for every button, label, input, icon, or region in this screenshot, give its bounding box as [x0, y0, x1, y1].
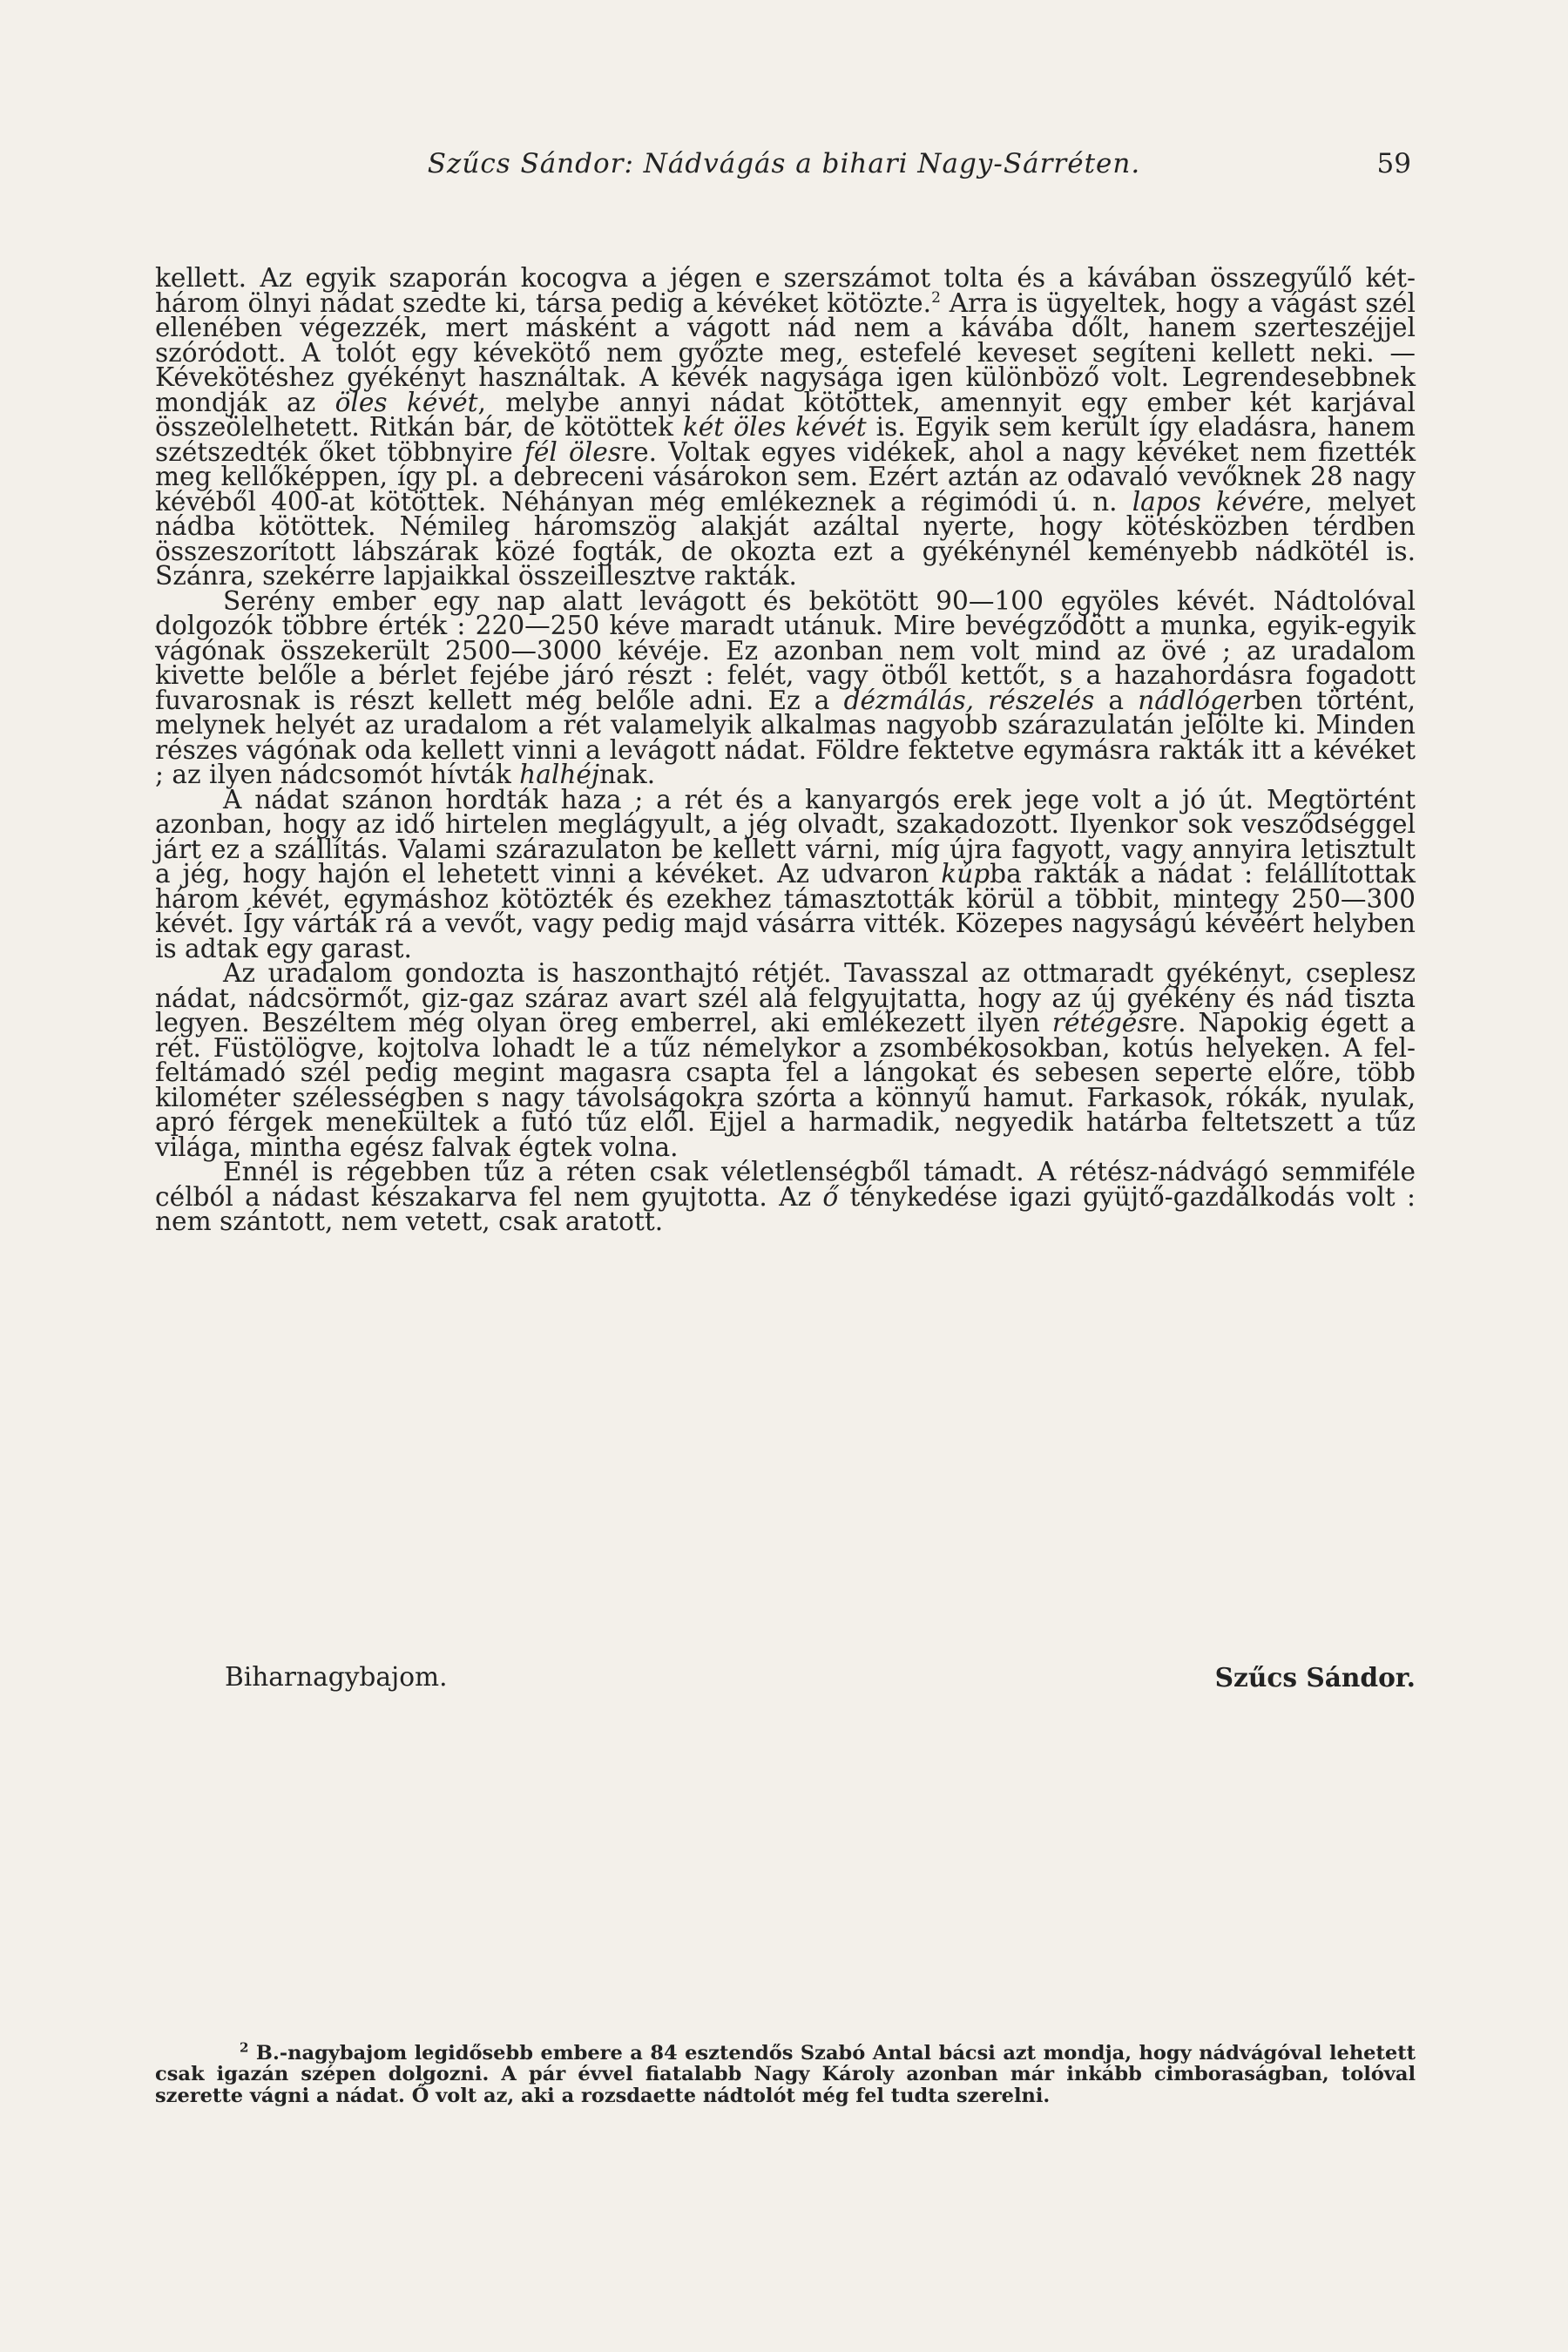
paragraph: Ennél is régebben tűz a réten csak véletlenségből támadt. A rétész-nádvágó semmiféle célból a nádast készakarva fel nem gyujtotta. Az ő ténykedése igazi gyüjtő-gazdálkodás volt : nem szántott, nem vetett, csak aratott.	[155, 1157, 1416, 1236]
body-text	[155, 263, 1416, 1236]
footnote-text	[155, 2039, 1416, 2107]
footnote	[155, 2039, 1416, 2107]
emphasized-term: ő	[822, 1181, 839, 1212]
paragraph: A nádat szánon hordták haza ; a rét és a kanyargós erek jege volt a jó út. Megtörtént azonban, hogy az idő hirtelen meglágyult, a jég olvadt, szakadozott. Ilyenkor sok vesződséggel járt ez a szállítás. Valami szárazulaton be kellett várni, míg újra fagyott, vagy annyira letisztult a jég, hogy hajón el lehetett vinni a kévéket. Az udvaron kúpba rakták a nádat : felállítottak három kévét, egymáshoz kötözték és ezekhez támasztották körül a többit, mintegy 250—300 kévét. Így várták rá a vevőt, vagy pedig majd vásárra vitték. Közepes nagyságú kévéért helyben is adtak egy garast.	[155, 784, 1416, 963]
emphasized-term: nádlóger	[1138, 685, 1254, 715]
footnote-marker: 2	[240, 2039, 249, 2056]
paragraph: kellett. Az egyik szaporán kocogva a jégen e szerszámot tolta és a kávában összegyűlő két-három ölnyi nádat szedte ki, társa pedig a kévéket kötözte.$^2$ Arra is ügyeltek, hogy a vágást szél ellenében végezzék, mert másként a vágott nád nem a kávába dőlt, hanem szerteszéjjel szóródott. A tolót egy kévekötő nem győzte meg, estefelé keveset segíteni kellett neki. — Kévekötéshez gyékényt használtak. A kévék nagysága igen különböző volt. Legrendesebbnek mondják az öles kévét, melybe annyi nádat kötöttek, amennyit egy ember két karjával összeölelhetett. Ritkán bár, de kötöttek két öles kévét is. Egyik sem került így eladásra, hanem szétszedték őket többnyire fél ölesre. Voltak egyes vidékek, ahol a nagy kévéket nem fizették meg kellőképpen, így pl. a debreceni vásárokon sem. Ezért aztán az odavaló vevőknek 28 nagy kévéből 400-at kötöttek. Néhányan még emlékeznek a régimódi ú. n. lapos kévére, melyet nádba kötöttek. Némileg háromszög alakját azáltal nyerte, hogy kötésközben térdben összeszorított lábszárak közé fogták, de okozta ezt a gyékénynél keményebb nádkötél is. Szánra, szekérre lapjaikkal összeillesztve rakták.	[155, 263, 1416, 591]
emphasized-term: lapos kévé	[1132, 486, 1277, 517]
footnote-reference: 2	[931, 288, 941, 307]
signature-place: Biharnagybajom.	[225, 1662, 448, 1692]
page-number: 59	[1376, 148, 1411, 179]
emphasized-term: öles kévét	[335, 387, 478, 417]
emphasized-term: két öles kévét	[682, 412, 867, 442]
paragraph: Serény ember egy nap alatt levágott és bekötött 90—100 egyöles kévét. Nádtolóval dolgozók többre érték : 220—250 kéve maradt utánuk. Mire bevégződött a munka, egyik-egyik vágónak összekerült 2500—3000 kévéje. Ez azonban nem volt mind az övé ; az uradalom kivette belőle a bérlet fejébe járó részt : felét, vagy ötből kettőt, s a hazahordásra fogadott fuvarosnak is részt kellett még belőle adni. Ez a dézmálás, részelés a nádlógerben történt, melynek helyét az uradalom a rét valamelyik alkalmas nagyobb szárazulatán jelölte ki. Minden részes vágónak oda kellett vinni a levágott nádat. Földre fektetve egymásra rakták itt a kévéket ; az ilyen nádcsomót hívták halhéjnak.	[155, 585, 1416, 789]
running-head	[157, 148, 1411, 192]
emphasized-term: fél öles	[524, 436, 622, 467]
emphasized-term: halhéj	[519, 760, 600, 789]
emphasized-term: dézmálás, részelés	[843, 685, 1095, 715]
footnote-body: B.-nagybajom legidősebb embere a 84 esztendős Szabó Antal bácsi azt mondja, hogy nádvágóval lehetett csak igazán szépen dolgozni. A pár évvel fiatalabb Nagy Károly azonban már inkább cimboraságban, tolóval szerette vágni a nádat. Ő volt az, aki a rozsdaette nádtolót még fel tudta szerelni.	[155, 2042, 1416, 2107]
signature-author: Szűcs Sándor.	[1214, 1662, 1416, 1693]
emphasized-term: kúp	[941, 859, 990, 889]
emphasized-term: rétégés	[1051, 1008, 1151, 1037]
signature-line	[225, 1662, 1416, 1697]
running-title: Szűcs Sándor: Nádvágás a bihari Nagy-Sárréten.	[427, 148, 1141, 179]
paragraph: Az uradalom gondozta is haszonthajtó rétjét. Tavasszal az ottmaradt gyékényt, cseplesz nádat, nádcsörmőt, giz-gaz száraz avart szél alá felgyujtatta, hogy az új gyékény és nád tiszta legyen. Beszéltem még olyan öreg emberrel, aki emlékezett ilyen rétégésre. Napokig égett a rét. Füstölögve, kojtolva lohadt le a tűz némelykor a zsombékosokban, kotús helyeken. A fel-feltámadó szél pedig megint magasra csapta fel a lángokat és sebesen seperte előre, több kilométer szélességben s nagy távolságokra szórta a könnyű hamut. Farkasok, rókák, nyulak, apró férgek menekültek a futó tűz elől. Éjjel a harmadik, negyedik határba feltetszett a tűz világa, mintha egész falvak égtek volna.	[155, 958, 1416, 1162]
